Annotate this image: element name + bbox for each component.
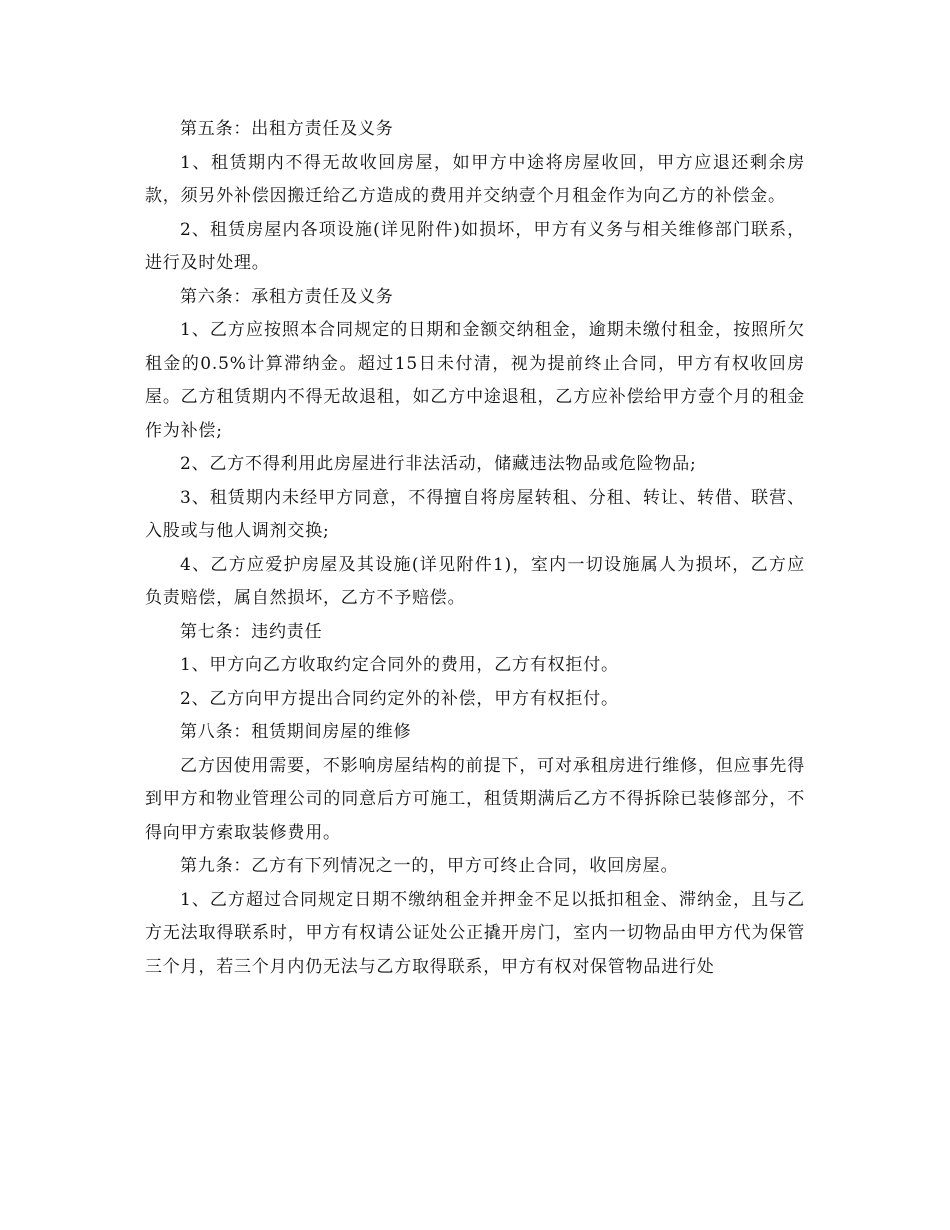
article-6-clause-4: 4、乙方应爱护房屋及其设施(详见附件1)，室内一切设施属人为损坏，乙方应负责赔偿，属自然损坏，乙方不予赔偿。 bbox=[145, 554, 805, 608]
article-5-heading: 第五条：出租方责任及义务 bbox=[180, 119, 394, 139]
article-6-clause-1: 1、乙方应按照本合同规定的日期和金额交纳租金，逾期未缴付租金，按照所欠租金的0.5%计算滞纳金。超过15日未付清，视为提前终止合同，甲方有权收回房屋。乙方租赁期内不得无故退租，如乙方中途退租，乙方应补偿给甲方壹个月的租金作为补偿; bbox=[145, 320, 805, 441]
article-9-heading: 第九条：乙方有下列情况之一的，甲方可终止合同，收回房屋。 bbox=[180, 856, 679, 876]
article-5-clause-2: 2、租赁房屋内各项设施(详见附件)如损坏，甲方有义务与相关维修部门联系，进行及时处理。 bbox=[145, 219, 805, 273]
document-body bbox=[145, 113, 805, 984]
article-6-clause-2: 2、乙方不得利用此房屋进行非法活动，储藏违法物品或危险物品; bbox=[180, 454, 697, 474]
article-8-heading: 第八条：租赁期间房屋的维修 bbox=[180, 722, 412, 742]
article-7-clause-1: 1、甲方向乙方收取约定合同外的费用，乙方有权拒付。 bbox=[180, 655, 619, 675]
article-6-heading: 第六条：承租方责任及义务 bbox=[180, 286, 394, 307]
article-8-body: 乙方因使用需要，不影响房屋结构的前提下，可对承租房进行维修，但应事先得到甲方和物业管理公司的同意后方可施工，租赁期满后乙方不得拆除已装修部分，不得向甲方索取装修费用。 bbox=[145, 755, 805, 843]
article-9-clause-1: 1、乙方超过合同规定日期不缴纳租金并押金不足以抵扣租金、滞纳金，且与乙方无法取得联系时，甲方有权请公证处公正撬开房门，室内一切物品由甲方代为保管三个月，若三个月内仍无法与乙方取得联系，甲方有权对保管物品进行处 bbox=[145, 889, 805, 977]
article-5-clause-1: 1、租赁期内不得无故收回房屋，如甲方中途将房屋收回，甲方应退还剩余房款，须另外补偿因搬迁给乙方造成的费用并交纳壹个月租金作为向乙方的补偿金。 bbox=[145, 152, 805, 206]
article-7-heading: 第七条：违约责任 bbox=[180, 621, 323, 642]
article-6-clause-3: 3、租赁期内未经甲方同意，不得擅自将房屋转租、分租、转让、转借、联营、入股或与他人调剂交换; bbox=[145, 487, 805, 541]
article-7-clause-2: 2、乙方向甲方提出合同约定外的补偿，甲方有权拒付。 bbox=[180, 688, 619, 709]
